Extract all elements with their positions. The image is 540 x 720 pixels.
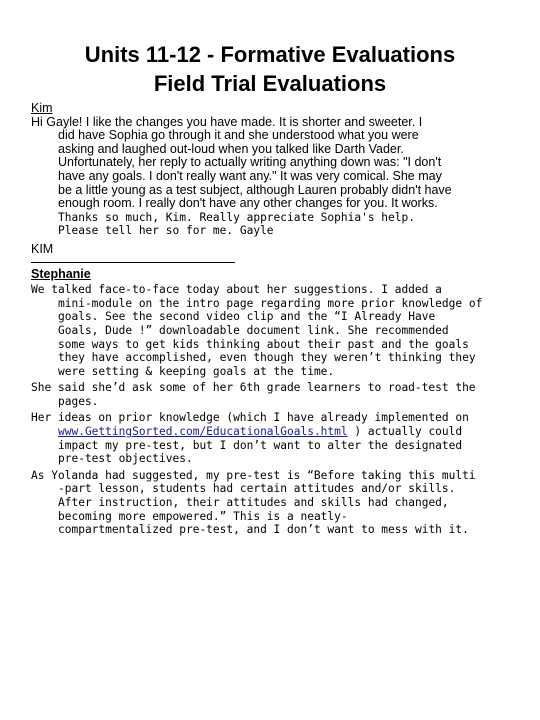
link-trailing-text: ) actually could — [347, 425, 463, 439]
stephanie-para-line: -part lesson, students had certain attitudes and/or skills. — [58, 482, 456, 496]
educational-goals-link[interactable]: www.GettingSorted.com/EducationalGoals.html — [58, 425, 348, 439]
stephanie-para-line: some ways to get kids thinking about their past and the goals — [58, 337, 469, 351]
kim-heading: Kim — [31, 101, 53, 115]
kim-comment-line: be a little young as a test subject, although Lauren probably didn't have — [58, 182, 452, 197]
stephanie-para-line: impact my pre-test, but I don’t want to alter the designated — [58, 438, 463, 452]
stephanie-para-line: Her ideas on prior knowledge (which I have already implemented on — [31, 411, 469, 425]
kim-comment-line: enough room. I really don't have any other changes for you. It works. — [58, 196, 438, 211]
stephanie-para-line: pre-test objectives. — [58, 452, 193, 466]
kim-comment-line: did have Sophia go through it and she understood what you were — [58, 128, 419, 143]
stephanie-para-line: After instruction, their attitudes and skills had changed, — [58, 496, 449, 510]
stephanie-para-line: We talked face-to-face today about her suggestions. I added a — [31, 283, 442, 297]
title-line-1: Units 11-12 - Formative Evaluations — [84, 42, 456, 67]
title-line-2: Field Trial Evaluations — [153, 71, 387, 96]
stephanie-para-line: goals. See the second video clip and the “I Already Have — [58, 310, 436, 324]
kim-comment-line: have any goals. I don't really want any." It was very comical. She may — [58, 168, 442, 183]
stephanie-link-line — [31, 425, 516, 439]
stephanie-para-line: Goals, Dude !” downloadable document link. She recommended — [58, 323, 449, 337]
gayle-reply-line: Thanks so much, Kim. Really appreciate Sophia's help. — [58, 210, 415, 224]
stephanie-para-line: were setting & keeping goals at the time. — [58, 364, 335, 378]
kim-comment-line: Hi Gayle! I like the changes you have made. It is shorter and sweeter. I — [31, 114, 423, 129]
gayle-reply-line: Please tell her so for me. Gayle — [58, 224, 274, 238]
page-title — [0, 40, 540, 98]
stephanie-para-line: becoming more empowered.” This is a neatly- — [58, 509, 348, 523]
section-divider — [31, 262, 235, 263]
kim-signoff: KIM — [31, 241, 54, 256]
stephanie-para-line: pages. — [58, 394, 99, 408]
stephanie-para-line: She said she’d ask some of her 6th grade learners to road-test the — [31, 381, 476, 395]
kim-comment-line: Unfortunately, her reply to actually writing anything down was: "I don't — [58, 155, 442, 170]
stephanie-para-line: As Yolanda had suggested, my pre-test is “Before taking this multi — [31, 468, 476, 482]
stephanie-para-line: compartmentalized pre-test, and I don’t want to mess with it. — [58, 523, 469, 537]
stephanie-para-line: mini-module on the intro page regarding more prior knowledge of — [58, 296, 483, 310]
kim-comment-line: asking and laughed out-loud when you talked like Darth Vader. — [58, 141, 404, 156]
document-body — [31, 102, 516, 537]
stephanie-heading: Stephanie — [31, 266, 91, 281]
stephanie-para-line: they have accomplished, even though they weren’t thinking they — [58, 351, 476, 365]
